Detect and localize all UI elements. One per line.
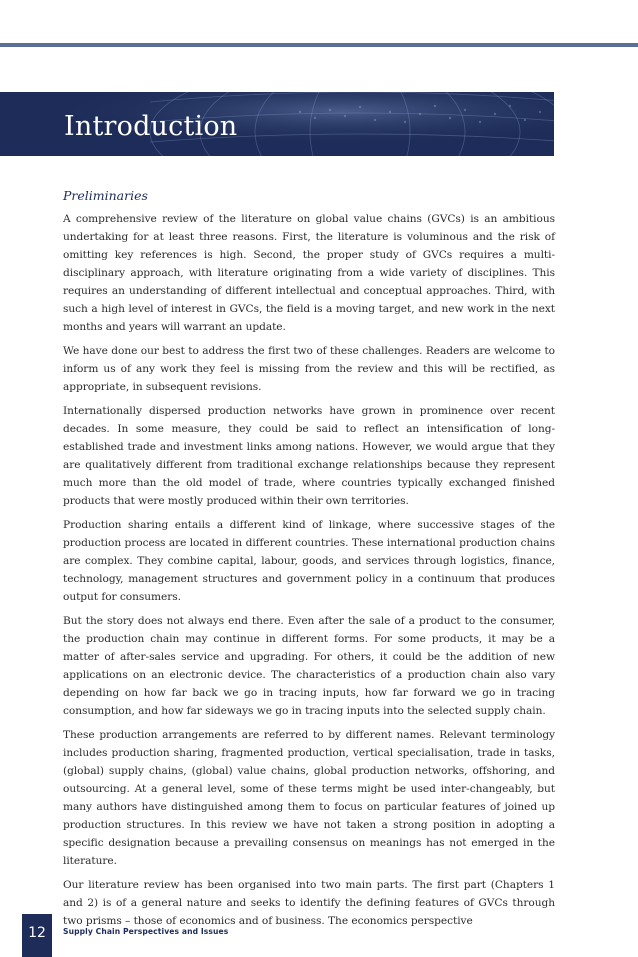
paragraph: Production sharing entails a different kind of linkage, where successive stages of the production process are located in different countries. These international production chains are complex. They combine capital, labour, goods, and services through logistics, finance, technology, management structures and government policy in a continuum that produces output for consumers.: [63, 519, 555, 603]
section-title: Introduction: [64, 111, 238, 142]
subheading: Preliminaries: [63, 188, 148, 203]
paragraph: Internationally dispersed production networks have grown in prominence over recent decades. In some measure, they could be said to reflect an intensification of long-established trade and investment links among nations. However, we would argue that they are qualitatively different from traditional exchange relationships because they represent much more than the old model of trade, where countries typically exchanged finished products that were mostly produced within their own territories.: [63, 405, 555, 507]
paragraph: But the story does not always end there. Even after the sale of a product to the consumer, the production chain may continue in different forms. For some products, it may be a matter of after-sales service and upgrading. For others, it could be the addition of new applications on an electronic device. The characteristics of a production chain also vary depending on how far back we go in tracing inputs, how far forward we go in tracing consumption, and how far sideways we go in tracing inputs into the selected supply chain.: [63, 615, 555, 717]
running-footer: Supply Chain Perspectives and Issues: [63, 927, 229, 936]
top-rule: [0, 43, 638, 47]
paragraph: Our literature review has been organised into two main parts. The first part (Chapters 1 and 2) is of a general nature and seeks to identify the defining features of GVCs through two prisms – those of economics and of business. The economics perspective: [63, 879, 555, 927]
paragraph: A comprehensive review of the literature on global value chains (GVCs) is an ambitious undertaking for at least three reasons. First, the literature is voluminous and the risk of omitting key references is high. Second, the proper study of GVCs requires a multi-disciplinary approach, with literature originating from a wide variety of disciplines. This requires an understanding of different intellectual and conceptual approaches. Third, with such a high level of interest in GVCs, the field is a moving target, and new work in the next months and years will warrant an update.: [63, 213, 555, 333]
page-number: 12: [22, 914, 52, 957]
body-content: [63, 187, 555, 936]
paragraph: These production arrangements are referred to by different names. Relevant terminology includes production sharing, fragmented production, vertical specialisation, trade in tasks, (global) supply chains, (global) value chains, global production networks, offshoring, and outsourcing. At a general level, some of these terms might be used inter-changeably, but many authors have distinguished among them to focus on particular features of joined up production structures. In this review we have not taken a strong position in adopting a specific designation because a prevailing consensus on meanings has not emerged in the literature.: [63, 729, 555, 867]
paragraph: We have done our best to address the first two of these challenges. Readers are welcome to inform us of any work they feel is missing from the review and this will be rectified, as appropriate, in subsequent revisions.: [63, 345, 555, 393]
